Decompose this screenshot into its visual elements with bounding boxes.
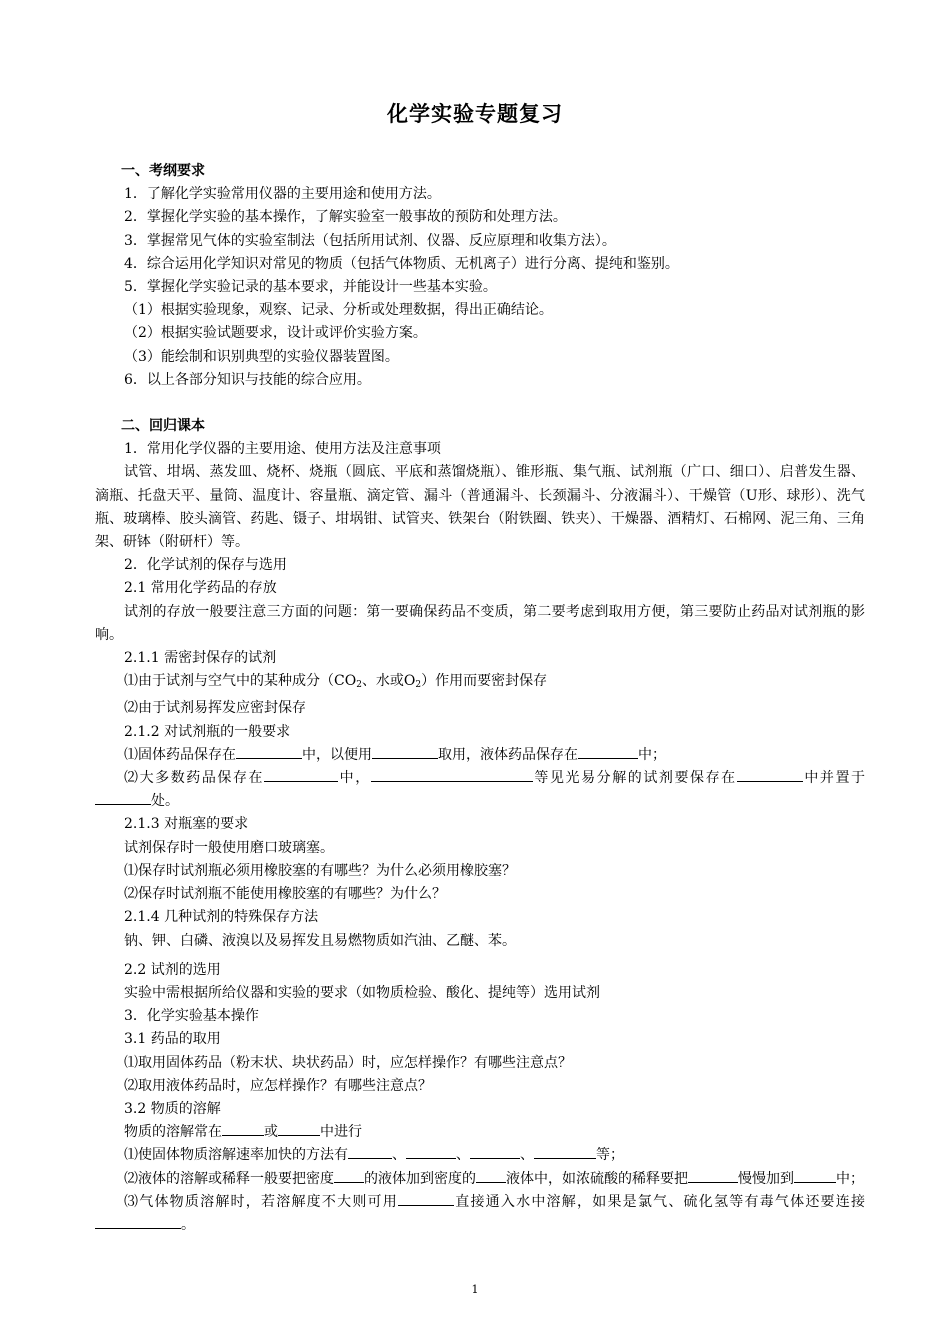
answer-blank[interactable]: [95, 790, 151, 805]
paragraph: 试剂保存时一般使用磨口玻璃塞。: [124, 839, 334, 856]
answer-blank[interactable]: [264, 767, 338, 782]
fill-blank-line: ⑶气体物质溶解时，若溶解度不大则可用 直接通入水中溶解，如果是氯气、硫化氢等有毒气体还要连接。: [95, 1191, 865, 1237]
answer-blank[interactable]: [371, 767, 533, 782]
section-heading-review: 二、回归课本: [121, 418, 205, 435]
paragraph-storage: 试剂的存放一般要注意三方面的问题：第一要确保药品不变质，第二要考虑到取用方便，第三要防止药品对试剂瓶的影响。: [95, 603, 865, 643]
fill-blank-line: ⑴固体药品保存在 中，以便用 取用，液体药品保存在 中；: [95, 744, 865, 767]
answer-blank[interactable]: [578, 744, 638, 759]
subsection-title: 2.1.2 对试剂瓶的一般要求: [124, 723, 291, 740]
subsection-title: 3．化学实验基本操作: [124, 1008, 259, 1025]
answer-blank[interactable]: [348, 1144, 392, 1159]
question-item: ⑴取用固体药品（粉末状、块状药品）时，应怎样操作？有哪些注意点？: [124, 1054, 572, 1071]
answer-blank[interactable]: [95, 1214, 181, 1229]
section-heading-syllabus: 一、考纲要求: [121, 163, 205, 179]
syllabus-item: 3．掌握常见气体的实验室制法（包括所用试剂、仪器、反应原理和收集方法）。: [124, 232, 616, 249]
question-item: ⑵保存时试剂瓶不能使用橡胶塞的有哪些？为什么？: [124, 886, 446, 903]
syllabus-subitem: （3）能绘制和识别典型的实验仪器装置图。: [124, 348, 399, 365]
syllabus-item: 6．以上各部分知识与技能的综合应用。: [124, 371, 371, 388]
syllabus-item: 2．掌握化学实验的基本操作，了解实验室一般事故的预防和处理方法。: [124, 209, 567, 226]
answer-blank[interactable]: [398, 1191, 454, 1206]
answer-blank[interactable]: [688, 1168, 738, 1183]
page-number: 1: [471, 1283, 479, 1296]
fill-blank-line: ⑵液体的溶解或稀释一般要把密度 的液体加到密度的 液体中，如浓硫酸的稀释要把 慢慢加到 中；: [95, 1168, 865, 1191]
question-item: ⑴保存时试剂瓶必须用橡胶塞的有哪些？为什么必须用橡胶塞？: [124, 862, 516, 879]
subsection-title: 3.2 物质的溶解: [124, 1100, 221, 1117]
answer-blank[interactable]: [470, 1144, 520, 1159]
syllabus-subitem: （1）根据实验现象，观察、记录、分析或处理数据，得出正确结论。: [124, 302, 553, 319]
document-title: 化学实验专题复习: [387, 102, 563, 126]
subsection-title: 2.1.3 对瓶塞的要求: [124, 816, 249, 833]
answer-blank[interactable]: [737, 767, 803, 782]
syllabus-subitem: （2）根据实验试题要求，设计或评价实验方案。: [124, 325, 427, 342]
question-item: ⑵取用液体药品时，应怎样操作？有哪些注意点？: [124, 1077, 432, 1094]
subsection-title: 3.1 药品的取用: [124, 1031, 221, 1048]
paragraph-instruments: 试管、坩埚、蒸发皿、烧杯、烧瓶（圆底、平底和蒸馏烧瓶）、锥形瓶、集气瓶、试剂瓶（广口、细口）、启普发生器、滴瓶、托盘天平、量筒、温度计、容量瓶、滴定管、漏斗（普通漏斗、长颈漏斗、分液漏斗）、干燥管（U形、球形）、洗气瓶、玻璃棒、胶头滴管、药匙、镊子、坩埚钳、试管夹、铁架台（附铁圈、铁夹）、干燥器、酒精灯、石棉网、泥三角、三角架、研钵（附研杆）等。: [95, 464, 865, 551]
paragraph: 钠、钾、白磷、液溴以及易挥发且易燃物质如汽油、乙醚、苯。: [124, 932, 516, 949]
subsection-title: 2.1 常用化学药品的存放: [124, 580, 277, 597]
answer-blank[interactable]: [476, 1168, 506, 1183]
subsection-title: 2.2 试剂的选用: [124, 961, 221, 978]
syllabus-item: 5．掌握化学实验记录的基本要求，并能设计一些基本实验。: [124, 279, 497, 296]
answer-blank[interactable]: [222, 1121, 264, 1136]
syllabus-item: 1．了解化学实验常用仪器的主要用途和使用方法。: [124, 186, 441, 203]
answer-blank[interactable]: [406, 1144, 456, 1159]
answer-blank[interactable]: [236, 744, 302, 759]
subsection-title: 1．常用化学仪器的主要用途、使用方法及注意事项: [124, 441, 441, 458]
fill-blank-line: ⑵大多数药品保存在 中， 等见光易分解的试剂要保存在 中并置于处。: [95, 767, 865, 813]
answer-blank[interactable]: [334, 1168, 364, 1183]
subsection-title: 2.1.4 几种试剂的特殊保存方法: [124, 909, 319, 926]
answer-blank[interactable]: [372, 744, 438, 759]
answer-blank[interactable]: [534, 1144, 596, 1159]
subsection-title: 2.1.1 需密封保存的试剂: [124, 650, 277, 667]
answer-blank[interactable]: [794, 1168, 836, 1183]
subsection-title: 2．化学试剂的保存与选用: [124, 557, 287, 574]
syllabus-item: 4．综合运用化学知识对常见的物质（包括气体物质、无机离子）进行分离、提纯和鉴别。: [124, 255, 679, 272]
fill-blank-line: ⑴使固体物质溶解速率加快的方法有 、 、 、 等；: [95, 1144, 865, 1167]
paragraph: 实验中需根据所给仪器和实验的要求（如物质检验、酸化、提纯等）选用试剂: [124, 984, 600, 1001]
answer-blank[interactable]: [278, 1121, 320, 1136]
list-item: ⑵由于试剂易挥发应密封保存: [124, 700, 306, 717]
fill-blank-line: 物质的溶解常在 或 中进行: [95, 1121, 865, 1144]
document-body: [95, 160, 865, 1237]
list-item: ⑴由于试剂与空气中的某种成分（$CO_2$、水或$O_2$）作用而要密封保存: [124, 673, 548, 691]
